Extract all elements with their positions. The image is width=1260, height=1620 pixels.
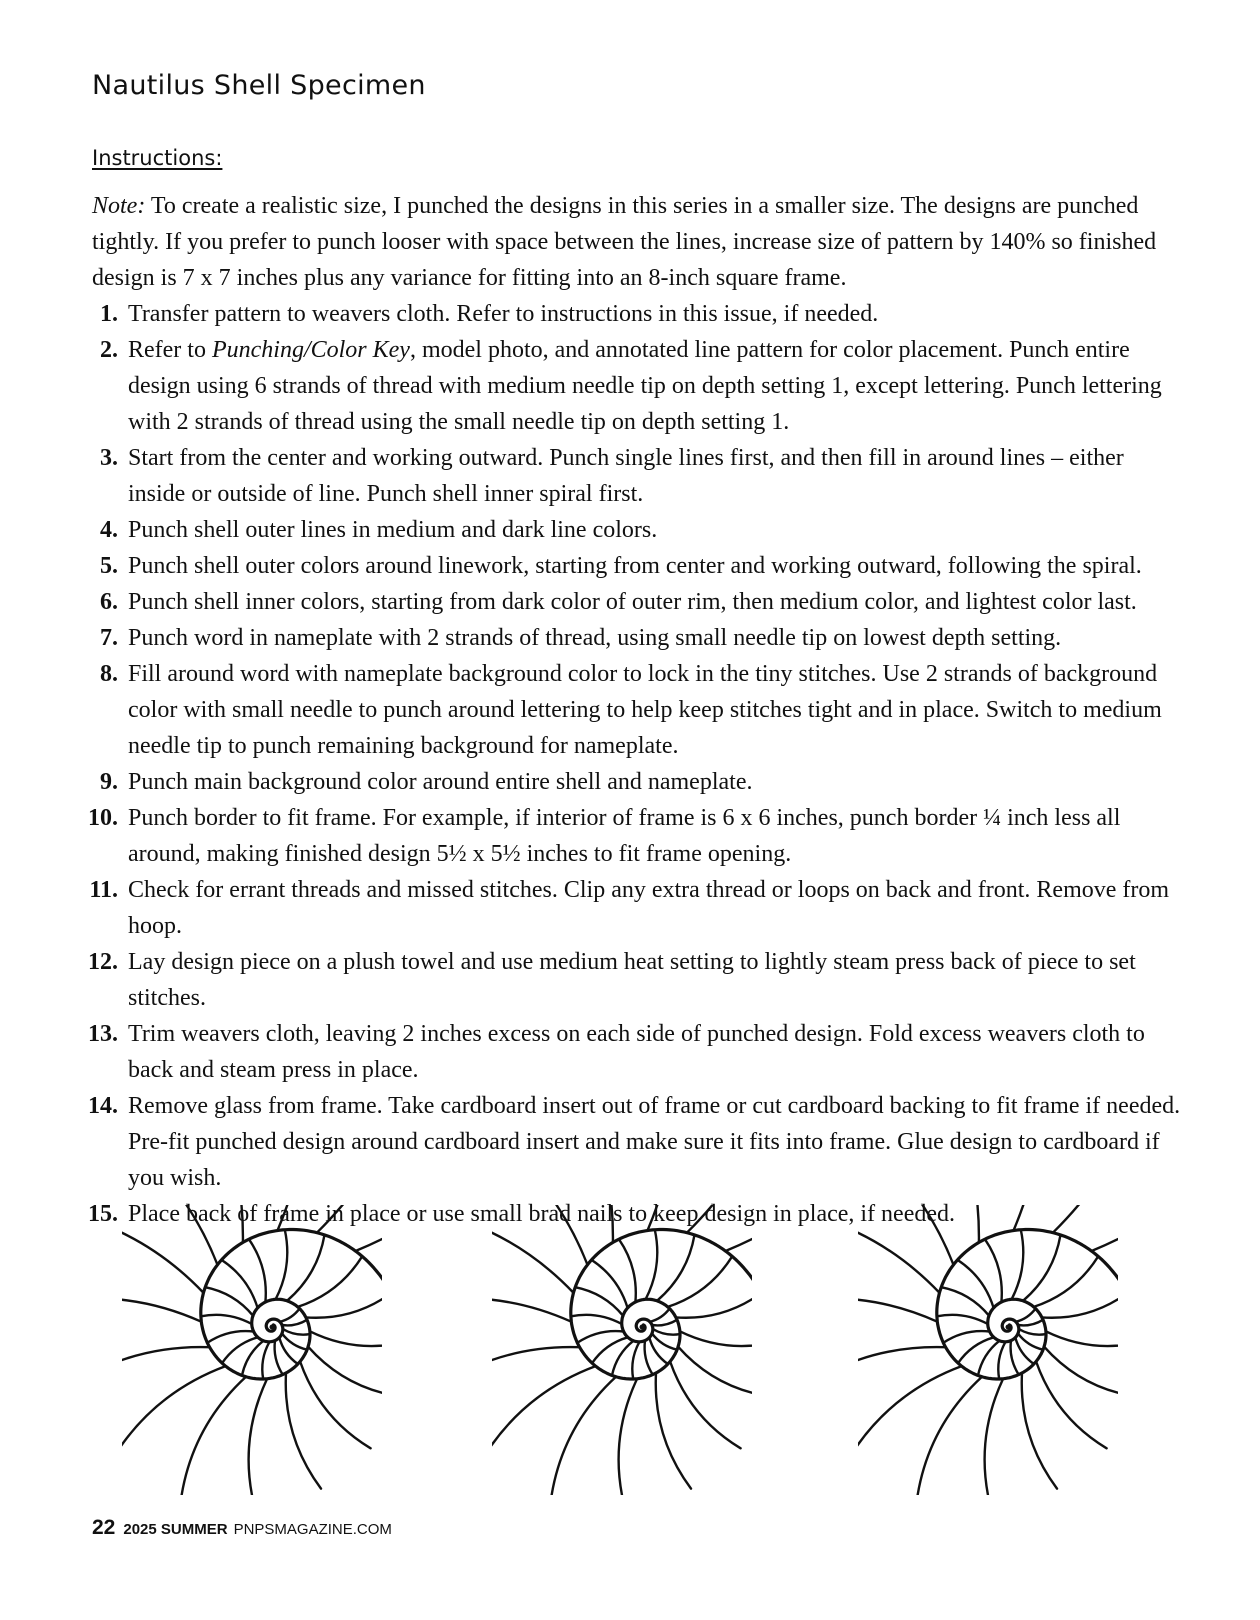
shell-line — [278, 1205, 307, 1231]
shell-line — [656, 1373, 691, 1489]
shell-line — [1022, 1373, 1057, 1489]
nautilus-shell-pattern — [122, 1205, 382, 1495]
step-1 — [92, 296, 1182, 332]
shell-line — [286, 1373, 321, 1489]
step-2 — [92, 332, 1182, 440]
shell-line — [958, 1260, 994, 1308]
page-title: Nautilus Shell Specimen — [92, 70, 426, 101]
shell-line — [310, 1331, 382, 1346]
shell-line — [1019, 1329, 1046, 1335]
step-text: Punch shell inner colors, starting from dark color of outer rim, then medium color, and lightest color last. — [128, 589, 1137, 615]
step-text: Punch main background color around entire shell and nameplate. — [128, 769, 753, 795]
shell-line — [650, 1309, 670, 1322]
shell-line — [276, 1230, 288, 1300]
page-number: 22 — [92, 1516, 116, 1539]
step-text: Punch shell outer lines in medium and dark line colors. — [128, 517, 658, 543]
step-3 — [92, 440, 1182, 512]
step-8 — [92, 656, 1182, 764]
step-5 — [92, 548, 1182, 584]
shell-line — [300, 1362, 371, 1449]
shell-line — [1092, 1205, 1119, 1251]
step-10 — [88, 800, 1182, 872]
shell-line — [858, 1205, 954, 1265]
steps-list — [88, 296, 1182, 1232]
step-number: 15. — [88, 1201, 118, 1227]
shell-line — [676, 1293, 752, 1318]
shell-line — [571, 1315, 622, 1324]
shell-line — [657, 1235, 695, 1301]
shell-line — [222, 1260, 258, 1308]
shell-line — [858, 1298, 937, 1321]
shell-line — [201, 1315, 252, 1324]
shell-line — [652, 1334, 677, 1350]
shell-line — [670, 1362, 741, 1449]
shell-line — [287, 1235, 325, 1301]
shell-line — [492, 1366, 596, 1464]
shell-line — [280, 1309, 300, 1322]
shell-line — [978, 1341, 999, 1376]
step-text: Place back of frame in place or use small brad nails to keep design in place, if needed. — [128, 1201, 956, 1227]
step-text: , model photo, and annotated line pattern for color placement. Punch entire design using 6 strands of thread with medium needle tip on depth setting 1, except lettering. Punch lettering with 2 strands of thread using the small needle tip on depth setting 1. — [128, 337, 1162, 435]
shell-line — [998, 1342, 1005, 1379]
shell-line — [917, 1377, 982, 1495]
shell-line — [612, 1341, 633, 1376]
shell-line — [262, 1342, 269, 1379]
shell-line — [122, 1366, 226, 1464]
step-number: 12. — [88, 949, 118, 975]
step-text: Check for errant threads and missed stitches. Clip any extra thread or loops on back and front. Remove from hoop. — [128, 877, 1170, 939]
shell-line — [1044, 1347, 1118, 1397]
step-number: 3. — [100, 445, 118, 471]
shell-center — [640, 1325, 645, 1330]
shell-line — [1012, 1230, 1024, 1300]
shell-line — [249, 1379, 268, 1495]
issue-label: 2025 SUMMER — [123, 1521, 228, 1538]
instructions-heading: Instructions: — [92, 146, 223, 170]
shell-line — [653, 1329, 680, 1335]
note-label: Note: — [92, 193, 146, 219]
shell-line — [1042, 1293, 1118, 1318]
shell-line — [646, 1230, 658, 1300]
nautilus-shell-pattern — [492, 1205, 752, 1495]
step-7 — [92, 620, 1182, 656]
shell-line — [680, 1331, 752, 1346]
nautilus-patterns-row — [0, 1205, 1260, 1495]
shell-line — [1023, 1235, 1061, 1301]
shell-line — [648, 1205, 677, 1231]
note-text: To create a realistic size, I punched the designs in this series in a smaller size. The designs are punched tightly. If you prefer to punch looser with space between the lines, increase size of pattern by 140% so finished design is 7 x 7 inches plus any variance for fitting into an 8-inch square frame. — [92, 193, 1157, 291]
shell-line — [282, 1334, 307, 1350]
shell-line — [551, 1377, 616, 1495]
shell-line — [937, 1315, 988, 1324]
nautilus-shell-pattern — [858, 1205, 1118, 1495]
color-key-reference: Punching/Color Key — [211, 337, 410, 363]
step-number: 10. — [88, 805, 118, 831]
shell-line — [941, 1287, 989, 1316]
page-footer — [92, 1516, 392, 1540]
step-number: 9. — [100, 769, 118, 795]
step-9 — [92, 764, 1182, 800]
note-paragraph — [92, 188, 1182, 296]
shell-line — [205, 1287, 253, 1316]
shell-line — [619, 1379, 638, 1495]
step-number: 14. — [88, 1093, 118, 1119]
shell-line — [181, 1377, 246, 1495]
shell-line — [356, 1205, 383, 1251]
shell-line — [122, 1207, 204, 1293]
step-number: 6. — [100, 589, 118, 615]
shell-line — [1034, 1256, 1099, 1307]
shell-line — [687, 1205, 752, 1233]
instructions-body — [88, 188, 1182, 1232]
website-label: PNPSMAGAZINE.COM — [233, 1521, 392, 1538]
step-number: 8. — [100, 661, 118, 687]
step-number: 4. — [100, 517, 118, 543]
step-text: Transfer pattern to weavers cloth. Refer to instructions in this issue, if needed. — [128, 301, 879, 327]
shell-line — [122, 1205, 218, 1265]
step-text: Lay design piece on a plush towel and use medium heat setting to lightly steam press back of piece to set stitches. — [128, 949, 1136, 1011]
shell-line — [298, 1256, 363, 1307]
shell-line — [492, 1205, 588, 1265]
step-4 — [92, 512, 1182, 548]
shell-line — [492, 1207, 574, 1293]
shell-line — [492, 1347, 580, 1398]
step-number: 5. — [100, 553, 118, 579]
step-number: 13. — [88, 1021, 118, 1047]
step-text: Fill around word with nameplate background color to lock in the tiny stitches. Use 2 strands of background color with small needle to punch around lettering to help keep stitches tight and in place. Switch to medium needle tip to punch remaining background for nameplate. — [128, 661, 1162, 759]
shell-line — [492, 1298, 571, 1321]
step-text: Punch shell outer colors around linework, starting from center and working outward, following the spiral. — [128, 553, 1142, 579]
shell-line — [985, 1379, 1004, 1495]
shell-line — [1018, 1334, 1043, 1350]
step-6 — [92, 584, 1182, 620]
step-text: Trim weavers cloth, leaving 2 inches excess on each side of punched design. Fold excess weavers cloth to back and steam press in place. — [128, 1021, 1145, 1083]
step-number: 2. — [100, 337, 118, 363]
step-13 — [88, 1016, 1182, 1088]
shell-line — [1046, 1331, 1118, 1346]
shell-line — [858, 1366, 962, 1464]
step-text: Start from the center and working outward. Punch single lines first, and then fill in around lines – either inside or outside of line. Punch shell inner spiral first. — [128, 445, 1124, 507]
step-text-pre: Refer to — [128, 337, 212, 363]
step-number: 11. — [89, 877, 118, 903]
shell-line — [726, 1205, 753, 1251]
shell-line — [1036, 1362, 1107, 1449]
shell-line — [1016, 1309, 1036, 1322]
step-text: Punch border to fit frame. For example, if interior of frame is 6 x 6 inches, punch border ¼ inch less all around, making finished design 5½ x 5½ inches to fit frame opening. — [128, 805, 1121, 867]
shell-line — [632, 1342, 639, 1379]
shell-line — [858, 1207, 940, 1293]
step-11 — [89, 872, 1182, 944]
step-text: Remove glass from frame. Take cardboard insert out of frame or cut cardboard backing to fit frame if needed. Pre-fit punched design around cardboard insert and make sure it fits into frame. Glue design to cardboard if you wish. — [128, 1093, 1181, 1191]
shell-line — [1014, 1205, 1043, 1231]
shell-line — [858, 1347, 946, 1398]
shell-line — [283, 1329, 310, 1335]
shell-line — [317, 1205, 382, 1233]
shell-line — [122, 1347, 210, 1398]
shell-line — [1053, 1205, 1118, 1233]
shell-line — [122, 1298, 201, 1321]
shell-line — [242, 1341, 263, 1376]
shell-line — [308, 1347, 382, 1397]
step-number: 1. — [100, 301, 118, 327]
shell-line — [306, 1293, 382, 1318]
step-12 — [88, 944, 1182, 1016]
shell-center — [270, 1325, 275, 1330]
step-14 — [88, 1088, 1182, 1196]
step-number: 7. — [100, 625, 118, 651]
shell-line — [592, 1260, 628, 1308]
shell-line — [575, 1287, 623, 1316]
shell-line — [668, 1256, 733, 1307]
shell-line — [678, 1347, 752, 1397]
shell-center — [1006, 1325, 1011, 1330]
step-text: Punch word in nameplate with 2 strands of thread, using small needle tip on lowest depth setting. — [128, 625, 1062, 651]
